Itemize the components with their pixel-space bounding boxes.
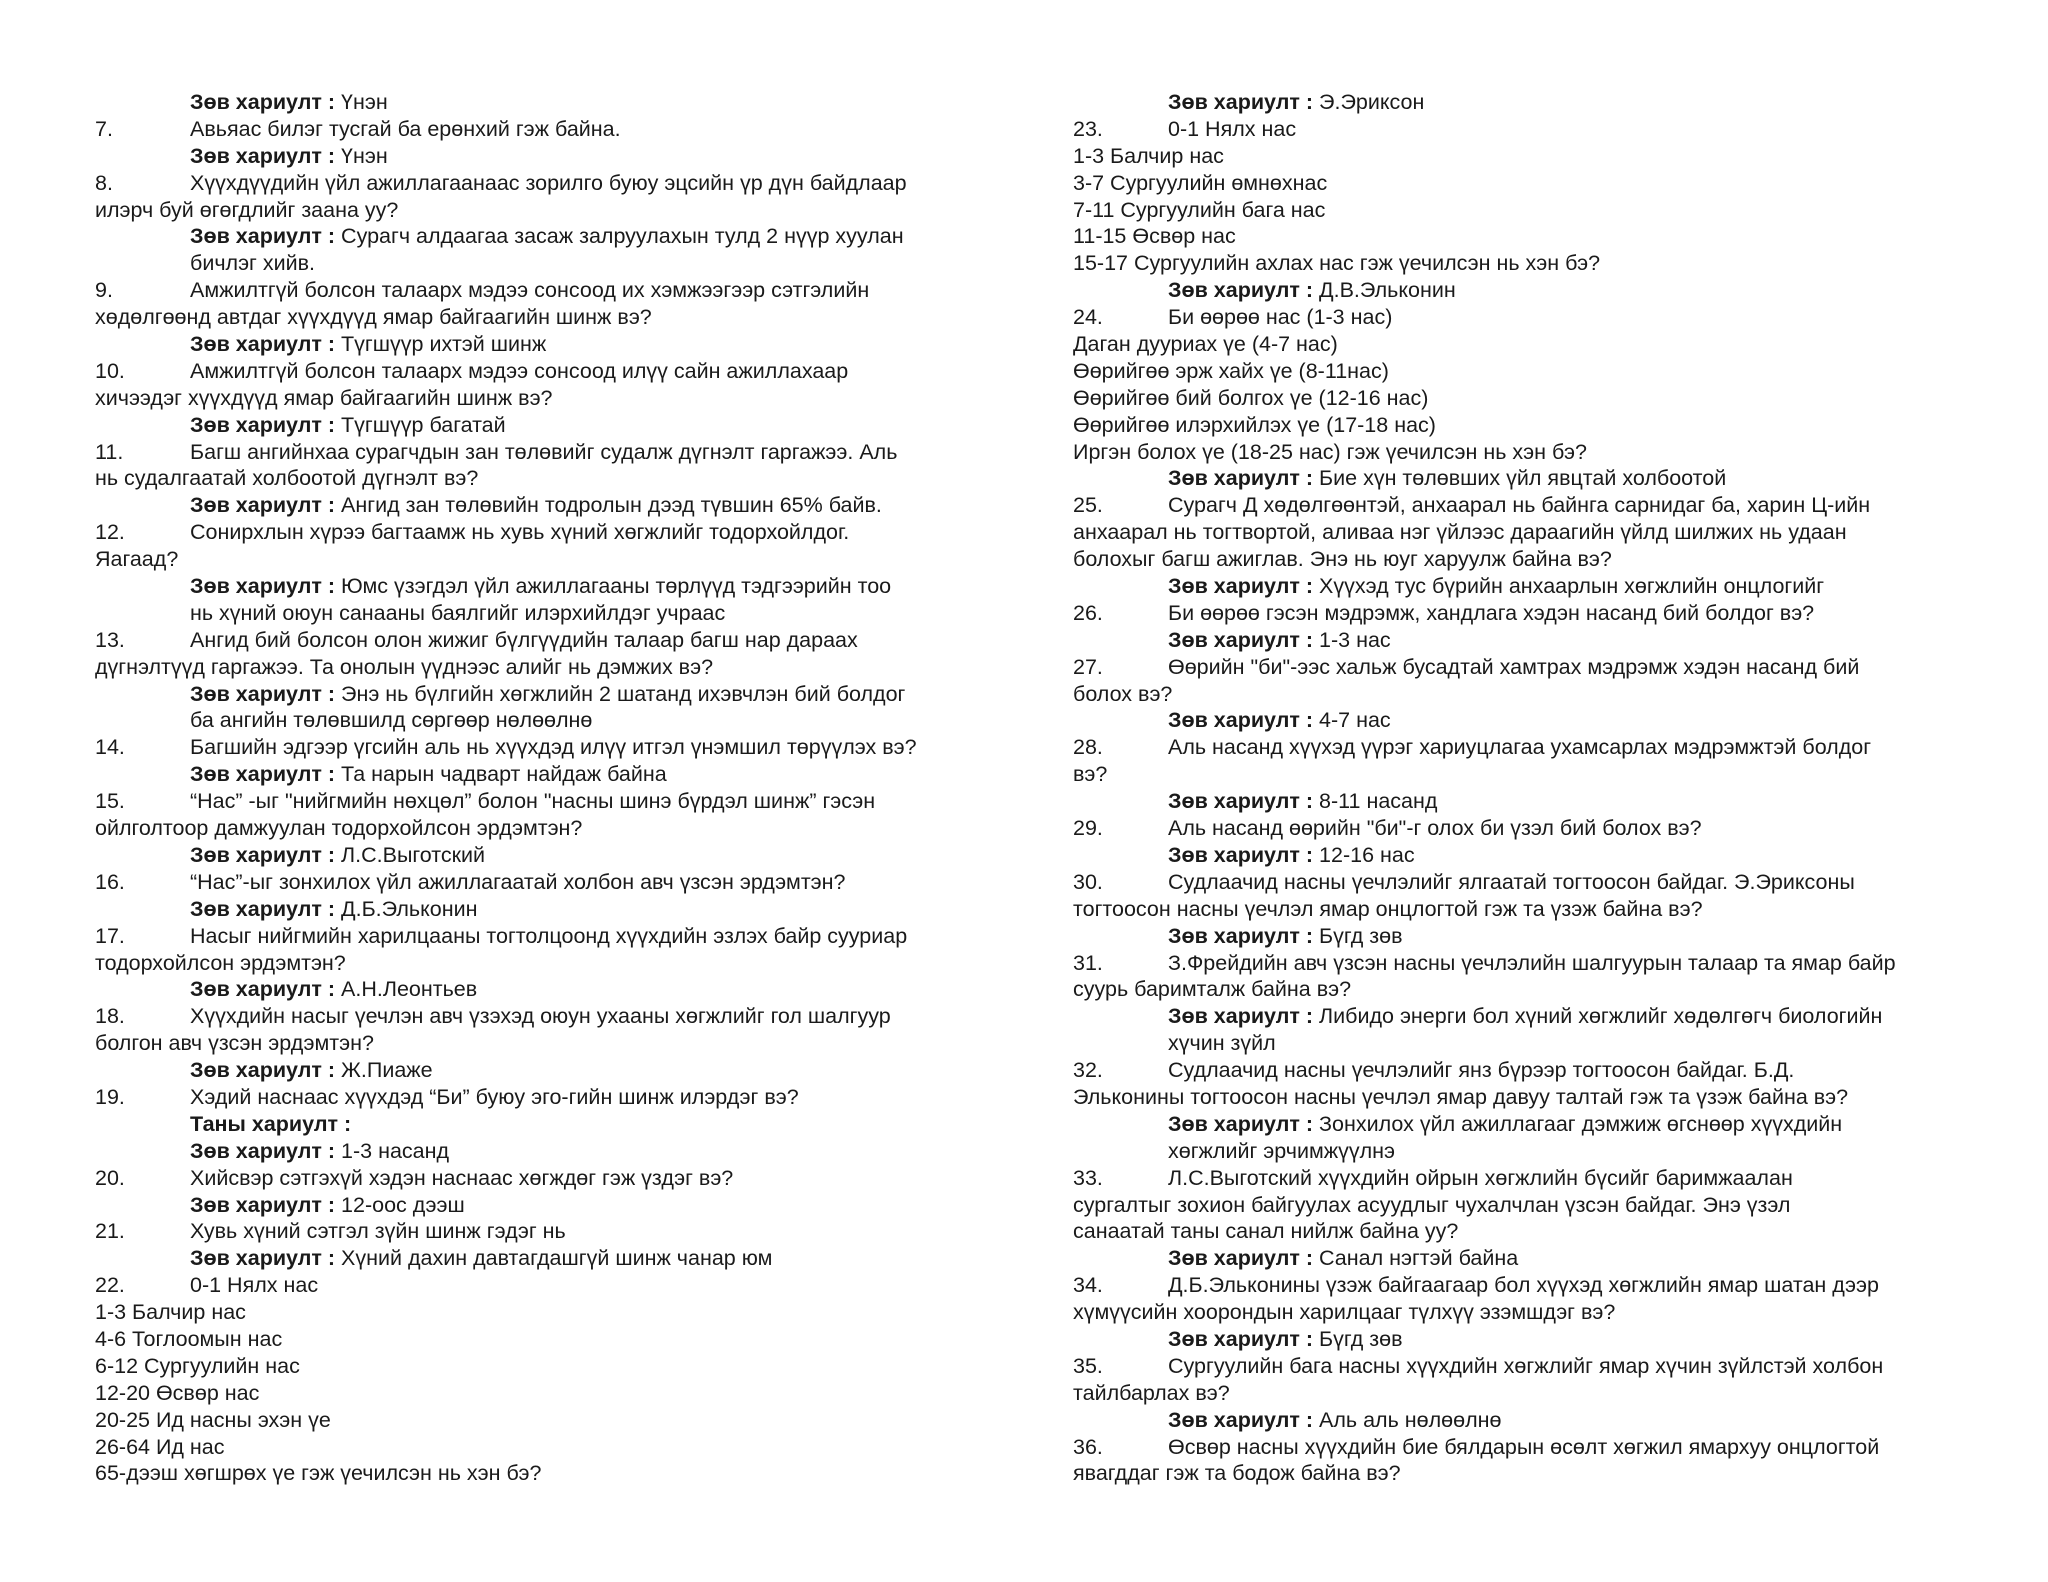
correct-answer-text: Д.Б.Эльконин (335, 896, 478, 921)
correct-answer-text: Түгшүүр багатай (335, 412, 506, 437)
correct-answer-line (95, 331, 1005, 358)
correct-answer-line (95, 143, 1005, 170)
correct-answer-text: 1-3 насанд (335, 1138, 450, 1163)
question-number: 28. (1073, 735, 1103, 760)
correct-answer-text: Ж.Пиаже (335, 1058, 433, 1083)
question-line (1073, 1057, 1978, 1084)
text-line: 1-3 Балчир нас (95, 1300, 246, 1325)
text-line: вэ? (1073, 762, 1108, 787)
correct-answer-line (1073, 1111, 1978, 1138)
question-number: 26. (1073, 600, 1103, 625)
correct-answer-label: Зөв хариулт : (190, 681, 336, 706)
text-line: болгон авч үзсэн эрдэмтэн? (95, 1031, 374, 1056)
correct-answer-line (1073, 707, 1978, 734)
text-line: 12-20 Өсвөр нас (95, 1380, 260, 1405)
question-line (1073, 1272, 1978, 1299)
question-line (95, 1272, 1005, 1299)
question-text: Хийсвэр сэтгэхүй хэдэн наснаас хөгждөг гэж үздэг вэ? (190, 1165, 734, 1190)
correct-answer-text: Зонхилох үйл ажиллагааг дэмжиж өгснөөр хүүхдийн (1313, 1111, 1843, 1136)
question-text: Аль насанд хүүхэд үүрэг хариуцлагаа ухамсарлах мэдрэмжтэй болдог (1168, 735, 1872, 760)
text-line: Даган дууриах үе (4-7 нас) (1073, 332, 1338, 357)
correct-answer-line (95, 223, 1005, 250)
question-text: Д.Б.Эльконины үзэж байгаагаар бол хүүхэд хөгжлийн ямар шатан дээр (1168, 1273, 1879, 1298)
question-line (1073, 492, 1978, 519)
text-line: 15-17 Сургуулийн ахлах нас гэж үечилсэн нь хэн бэ? (1073, 251, 1601, 276)
text-line: суурь баримталж байна вэ? (1073, 977, 1352, 1002)
text-line: хөдөлгөөнд автдаг хүүхдүүд ямар байгаагийн шинж вэ? (95, 305, 652, 330)
question-line (1073, 815, 1978, 842)
question-text: Насыг нийгмийн харилцааны тогтолцоонд хүүхдийн эзлэх байр сууриар (190, 923, 908, 948)
question-number: 14. (95, 735, 125, 760)
question-line (1073, 1353, 1978, 1380)
question-line (95, 1218, 1005, 1245)
correct-answer-label: Зөв хариулт : (190, 762, 336, 787)
question-number: 17. (95, 923, 125, 948)
correct-answer-line (1073, 1003, 1978, 1030)
correct-answer-line (1073, 1245, 1978, 1272)
text-line: 3-7 Сургуулийн өмнөхнас (1073, 170, 1328, 195)
correct-answer-label: Зөв хариулт : (1168, 1326, 1314, 1351)
question-line (1073, 950, 1978, 977)
question-line (95, 923, 1005, 950)
question-number: 35. (1073, 1353, 1103, 1378)
text-line: ойлголтоор дамжуулан тодорхойлсон эрдэмтэн? (95, 816, 583, 841)
question-line (95, 734, 1005, 761)
right-column (1073, 89, 1978, 1487)
question-text: Амжилтгүй болсон талаарх мэдээ сонсоод илүү сайн ажиллахаар (190, 358, 849, 383)
text-line: 20-25 Ид насны эхэн үе (95, 1407, 331, 1432)
correct-answer-label: Зөв хариулт : (190, 896, 336, 921)
correct-answer-label: Зөв хариулт : (190, 493, 336, 518)
text-line: санаатай таны санал нийлж байна уу? (1073, 1219, 1459, 1244)
question-line (1073, 1165, 1978, 1192)
correct-answer-label: Зөв хариулт : (1168, 1004, 1314, 1029)
correct-answer-label: Зөв хариулт : (190, 412, 336, 437)
question-number: 15. (95, 789, 125, 814)
question-text: Авьяас билэг тусгай ба ерөнхий гэж байна. (190, 116, 621, 141)
question-line (1073, 734, 1978, 761)
question-line (95, 627, 1005, 654)
question-number: 36. (1073, 1434, 1103, 1459)
question-number: 9. (95, 278, 113, 303)
text-line: сургалтыг зохион байгуулах асуудлыг чухалчлан үзсэн байдаг. Энэ үзэл (1073, 1192, 1791, 1217)
question-number: 18. (95, 1004, 125, 1029)
question-number: 13. (95, 627, 125, 652)
correct-answer-label: Зөв хариулт : (190, 1058, 336, 1083)
correct-answer-line (95, 761, 1005, 788)
correct-answer-text: Э.Эриксон (1313, 90, 1425, 114)
question-line (1073, 304, 1978, 331)
text-line: 7-11 Сургуулийн бага нас (1073, 197, 1326, 222)
question-number: 31. (1073, 950, 1103, 975)
text-line: 26-64 Ид нас (95, 1434, 225, 1459)
correct-answer-line (1073, 89, 1978, 116)
text-line: Өөрийгөө эрж хайх үе (8-11нас) (1073, 358, 1389, 383)
correct-answer-line (1073, 1326, 1978, 1353)
question-number: 22. (95, 1273, 125, 1298)
correct-answer-line (1073, 923, 1978, 950)
question-text: “Нас” -ыг "нийгмийн нөхцөл” болон "насны шинэ бүрдэл шинж” гэсэн (190, 789, 876, 814)
correct-answer-line (1073, 788, 1978, 815)
answer-continuation: нь хүний оюун санааны баялгийг илэрхийлдэг учраас (190, 600, 726, 625)
correct-answer-text: Аль аль нөлөөлнө (1313, 1407, 1502, 1432)
question-number: 8. (95, 170, 113, 195)
text-line: 6-12 Сургуулийн нас (95, 1353, 300, 1378)
correct-answer-label: Зөв хариулт : (1168, 1407, 1314, 1432)
question-number: 29. (1073, 816, 1103, 841)
text-line: нь судалгаатай холбоотой дүгнэлт вэ? (95, 466, 479, 491)
correct-answer-text: Бие хүн төлөвших үйл явцтай холбоотой (1313, 466, 1727, 491)
text-line: 1-3 Балчир нас (1073, 143, 1224, 168)
text-line: хүмүүсийн хоорондын харилцааг түлхүү эзэмшдэг вэ? (1073, 1300, 1616, 1325)
correct-answer-line (1073, 627, 1978, 654)
correct-answer-line (95, 492, 1005, 519)
text-line: анхаарал нь тогтвортой, аливаа нэг үйлээс дараагийн үйлд шилжих нь удаан (1073, 520, 1847, 545)
question-number: 24. (1073, 305, 1103, 330)
question-text: Ангид бий болсон олон жижиг бүлгүүдийн талаар багш нар дараах (190, 627, 858, 652)
correct-answer-line (95, 1245, 1005, 1272)
question-line (1073, 1434, 1978, 1461)
question-text: Сонирхлын хүрээ багтаамж нь хувь хүний хөгжлийг тодорхойлдог. (190, 520, 850, 545)
text-line: болохыг багш ажиглав. Энэ нь юуг харуулж байна вэ? (1073, 547, 1612, 572)
correct-answer-line (95, 573, 1005, 600)
correct-answer-text: Хүний дахин давтагдашгүй шинж чанар юм (335, 1246, 773, 1271)
question-number: 27. (1073, 654, 1103, 679)
correct-answer-text: Түгшүүр ихтэй шинж (335, 332, 547, 357)
question-number: 10. (95, 358, 125, 383)
text-line: 65-дээш хөгшрөх үе гэж үечилсэн нь хэн бэ? (95, 1461, 542, 1486)
correct-answer-text: Хүүхэд тус бүрийн анхаарлын хөгжлийн онцлогийг (1313, 574, 1825, 599)
correct-answer-label: Зөв хариулт : (190, 1246, 336, 1271)
correct-answer-text: Сурагч алдаагаа засаж залруулахын тулд 2 нүүр хуулан (335, 224, 904, 249)
correct-answer-text: Бүгд зөв (1313, 923, 1403, 948)
correct-answer-text: Бүгд зөв (1313, 1326, 1403, 1351)
question-line (95, 439, 1005, 466)
text-line: дүгнэлтүүд гаргажээ. Та онолын үүднээс алийг нь дэмжих вэ? (95, 654, 714, 679)
text-line: 11-15 Өсвөр нас (1073, 224, 1236, 249)
text-line: 4-6 Тоглоомын нас (95, 1326, 283, 1351)
your-answer-label: Таны хариулт : (190, 1111, 352, 1136)
correct-answer-text: 8-11 насанд (1313, 789, 1438, 814)
question-line (1073, 600, 1978, 627)
correct-answer-label: Зөв хариулт : (190, 90, 336, 114)
text-line: Өөрийгөө илэрхийлэх үе (17-18 нас) (1073, 412, 1436, 437)
text-line: тогтоосон насны үечлэл ямар онцлогтой гэж та үзэж байна вэ? (1073, 896, 1703, 921)
correct-answer-text: 4-7 нас (1313, 708, 1391, 733)
question-number: 21. (95, 1219, 125, 1244)
question-number: 11. (95, 439, 124, 464)
correct-answer-text: 1-3 нас (1313, 627, 1391, 652)
correct-answer-line (95, 681, 1005, 708)
correct-answer-label: Зөв хариулт : (1168, 278, 1314, 303)
correct-answer-label: Зөв хариулт : (1168, 574, 1314, 599)
question-line (95, 869, 1005, 896)
text-line: тодорхойлсон эрдэмтэн? (95, 950, 346, 975)
question-line (95, 1003, 1005, 1030)
correct-answer-text: Юмс үзэгдэл үйл ажиллагааны төрлүүд тэдгээрийн тоо (335, 574, 892, 599)
question-number: 20. (95, 1165, 125, 1190)
correct-answer-line (95, 1192, 1005, 1219)
correct-answer-text: Л.С.Выготский (335, 842, 486, 867)
text-line: хичээдэг хүүхдүүд ямар байгаагийн шинж вэ? (95, 385, 553, 410)
correct-answer-label: Зөв хариулт : (1168, 627, 1314, 652)
correct-answer-text: Либидо энерги бол хүний хөгжлийг хөдөлгөгч биологийн (1313, 1004, 1883, 1029)
text-line: Эльконины тогтоосон насны үечлэл ямар давуу талтай гэж та үзэж байна вэ? (1073, 1084, 1849, 1109)
correct-answer-line (95, 896, 1005, 923)
text-line: илэрч буй өгөгдлийг заана уу? (95, 197, 399, 222)
correct-answer-line (95, 976, 1005, 1003)
correct-answer-label: Зөв хариулт : (1168, 923, 1314, 948)
question-line (95, 116, 1005, 143)
question-text: Сургуулийн бага насны хүүхдийн хөгжлийг ямар хүчин зүйлстэй холбон (1168, 1353, 1884, 1378)
correct-answer-text: Ангид зан төлөвийн тодролын дээд түвшин 65% байв. (335, 493, 882, 518)
text-line: болох вэ? (1073, 681, 1173, 706)
question-line (95, 1165, 1005, 1192)
question-line (1073, 654, 1978, 681)
correct-answer-label: Зөв хариулт : (190, 224, 336, 249)
question-text: З.Фрейдийн авч үзсэн насны үечлэлийн шалгуурын талаар та ямар байр (1168, 950, 1896, 975)
correct-answer-line (95, 1138, 1005, 1165)
text-line: тайлбарлах вэ? (1073, 1380, 1230, 1405)
question-number: 33. (1073, 1165, 1103, 1190)
correct-answer-label: Зөв хариулт : (1168, 1111, 1314, 1136)
correct-answer-label: Зөв хариулт : (190, 143, 336, 168)
correct-answer-text: Д.В.Эльконин (1313, 278, 1456, 303)
question-number: 32. (1073, 1058, 1103, 1083)
question-text: Судлаачид насны үечлэлийг янз бүрээр тогтоосон байдаг. Б.Д. (1168, 1058, 1795, 1083)
question-text: Л.С.Выготский хүүхдийн ойрын хөгжлийн бүсийг баримжаалан (1168, 1165, 1793, 1190)
question-text: Сурагч Д хөдөлгөөнтэй, анхаарал нь байнга сарнидаг ба, харин Ц-ийн (1168, 493, 1871, 518)
correct-answer-label: Зөв хариулт : (1168, 842, 1314, 867)
correct-answer-label: Зөв хариулт : (1168, 1246, 1314, 1271)
correct-answer-line (1073, 573, 1978, 600)
correct-answer-line (1073, 277, 1978, 304)
question-line (95, 277, 1005, 304)
question-line (95, 519, 1005, 546)
left-column (95, 89, 1005, 1487)
correct-answer-text: Энэ нь бүлгийн хөгжлийн 2 шатанд ихэвчлэн бий болдог (335, 681, 906, 706)
correct-answer-line (95, 842, 1005, 869)
question-number: 23. (1073, 116, 1103, 141)
question-text: Хүүхдүүдийн үйл ажиллагаанаас зорилго буюу эцсийн үр дүн байдлаар (190, 170, 907, 195)
correct-answer-text: Та нарын чадварт найдаж байна (335, 762, 667, 787)
question-text: 0-1 Нялх нас (1168, 116, 1297, 141)
correct-answer-label: Зөв хариулт : (1168, 708, 1314, 733)
question-line (95, 170, 1005, 197)
question-text: Багшийн эдгээр үгсийн аль нь хүүхдэд илүү итгэл үнэмшил төрүүлэх вэ? (190, 735, 917, 760)
correct-answer-label: Зөв хариулт : (1168, 789, 1314, 814)
question-text: Хувь хүний сэтгэл зүйн шинж гэдэг нь (190, 1219, 566, 1244)
correct-answer-text: 12-оос дээш (335, 1192, 465, 1217)
question-number: 25. (1073, 493, 1103, 518)
correct-answer-line (95, 1057, 1005, 1084)
question-text: Би өөрөө гэсэн мэдрэмж, хандлага хэдэн насанд бий болдог вэ? (1168, 600, 1815, 625)
text-line: Өөрийгөө бий болгох үе (12-16 нас) (1073, 385, 1429, 410)
question-number: 12. (95, 520, 125, 545)
question-text: Хүүхдийн насыг үечлэн авч үзэхэд оюун ухааны хөгжлийг гол шалгуур (190, 1004, 891, 1029)
question-text: Аль насанд өөрийн "би"-г олох би үзэл бий болох вэ? (1168, 816, 1702, 841)
question-line (1073, 869, 1978, 896)
correct-answer-text: Үнэн (335, 143, 388, 168)
correct-answer-text: Үнэн (335, 90, 388, 114)
correct-answer-line (95, 412, 1005, 439)
correct-answer-text: Санал нэгтэй байна (1313, 1246, 1519, 1271)
question-number: 30. (1073, 869, 1103, 894)
correct-answer-line (1073, 465, 1978, 492)
question-text: 0-1 Нялх нас (190, 1273, 319, 1298)
correct-answer-label: Зөв хариулт : (190, 332, 336, 357)
text-line: Иргэн болох үе (18-25 нас) гэж үечилсэн нь хэн бэ? (1073, 439, 1587, 464)
correct-answer-text: А.Н.Леонтьев (335, 977, 478, 1002)
question-line (95, 788, 1005, 815)
correct-answer-label: Зөв хариулт : (190, 977, 336, 1002)
correct-answer-label: Зөв хариулт : (190, 1192, 336, 1217)
correct-answer-label: Зөв хариулт : (1168, 90, 1314, 114)
question-line (1073, 116, 1978, 143)
correct-answer-line (1073, 842, 1978, 869)
text-line: явагддаг гэж та бодож байна вэ? (1073, 1461, 1401, 1486)
question-text: Өөрийн "би"-ээс хальж бусадтай хамтрах мэдрэмж хэдэн насанд бий (1168, 654, 1860, 679)
question-line (95, 1084, 1005, 1111)
correct-answer-label: Зөв хариулт : (190, 1138, 336, 1163)
correct-answer-line (95, 89, 1005, 116)
answer-continuation: бичлэг хийв. (190, 251, 316, 276)
correct-answer-line (1073, 1407, 1978, 1434)
correct-answer-text: 12-16 нас (1313, 842, 1415, 867)
correct-answer-label: Зөв хариулт : (1168, 466, 1314, 491)
your-answer-line (95, 1111, 1005, 1138)
answer-continuation: хөгжлийг эрчимжүүлнэ (1168, 1138, 1396, 1163)
question-text: Би өөрөө нас (1-3 нас) (1168, 305, 1393, 330)
question-number: 7. (95, 116, 113, 141)
correct-answer-label: Зөв хариулт : (190, 842, 336, 867)
question-number: 16. (95, 869, 125, 894)
answer-continuation: хүчин зүйл (1168, 1031, 1276, 1056)
question-number: 34. (1073, 1273, 1103, 1298)
question-text: Хэдий наснаас хүүхдэд “Би” буюу эго-гийн шинж илэрдэг вэ? (190, 1084, 799, 1109)
question-line (95, 358, 1005, 385)
question-text: Багш ангийнхаа сурагчдын зан төлөвийг судалж дүгнэлт гаргажээ. Аль (190, 439, 898, 464)
question-text: Судлаачид насны үечлэлийг ялгаатай тогтоосон байдаг. Э.Эриксоны (1168, 869, 1855, 894)
correct-answer-label: Зөв хариулт : (190, 574, 336, 599)
question-number: 19. (95, 1084, 125, 1109)
question-text: Өсвөр насны хүүхдийн бие бялдарын өсөлт хөгжил ямархуу онцлогтой (1168, 1434, 1880, 1459)
answer-continuation: ба ангийн төлөвшилд сөргөөр нөлөөлнө (190, 708, 593, 733)
question-text: Амжилтгүй болсон талаарх мэдээ сонсоод их хэмжээгээр сэтгэлийн (190, 278, 870, 303)
question-text: “Нас”-ыг зонхилох үйл ажиллагаатай холбон авч үзсэн эрдэмтэн? (190, 869, 846, 894)
text-line: Яагаад? (95, 547, 179, 572)
